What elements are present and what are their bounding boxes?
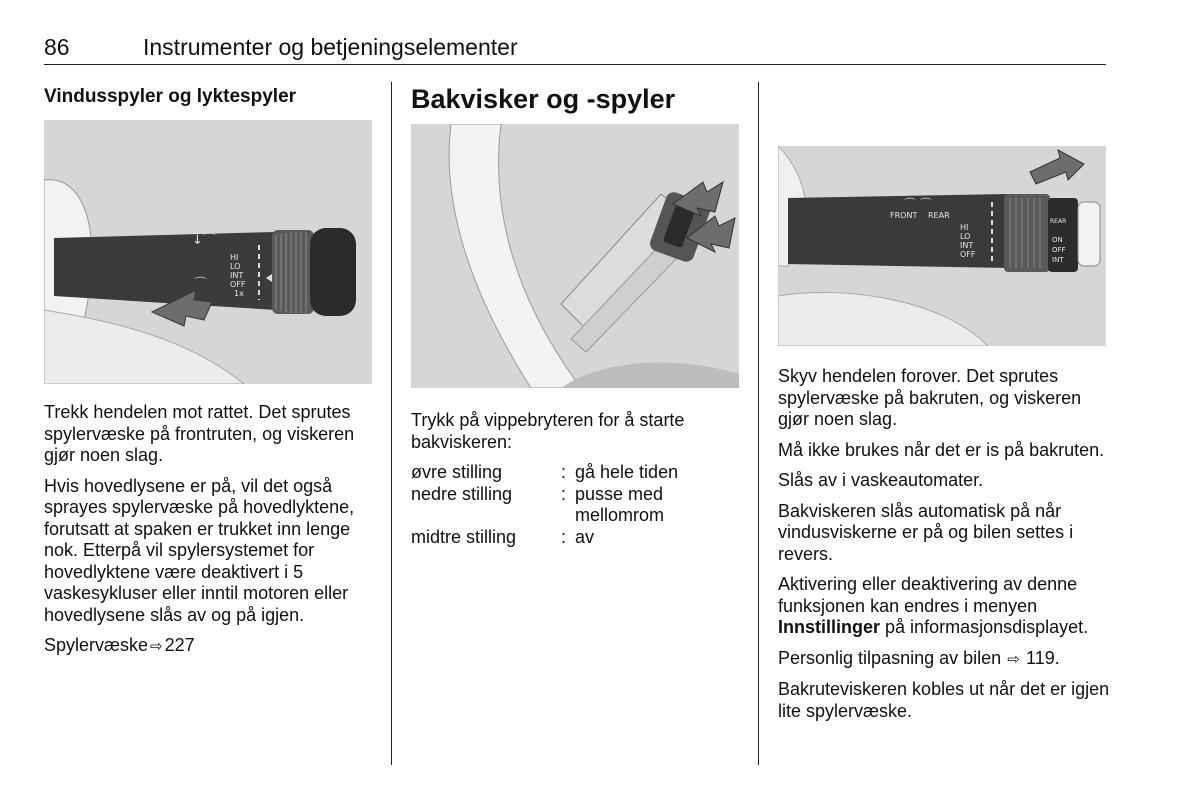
lever-label-1x: 1x [234, 289, 244, 298]
paragraph-settings [778, 574, 1110, 639]
lever-label-lo: LO [960, 232, 971, 241]
reference-page: 227 [164, 635, 195, 655]
paragraph: Bakruteviskeren kobles ut når det er igjen lite spylervæske. [778, 679, 1110, 721]
separator: : [561, 526, 567, 547]
paragraph: Hvis hovedlysene er på, vil det også sprayes spylervæske på hovedlyktene, forutsatt at spaken er trukket inn lenge nok. Etterpå vil spylersystemet for hovedlyktene være deaktivert i 5 vaskesykluser eller inntil motoren eller hovedlysene slås av og på igjen. [44, 475, 355, 625]
paragraph: Trekk hendelen mot rattet. Det sprutes spylervæske på frontruten, og viskeren gjør noen slag. [44, 402, 355, 465]
header-rule [44, 64, 1106, 65]
col3-text [778, 366, 1110, 731]
col2-intro: Trykk på vippebryteren for å starte bakviskeren: [411, 410, 685, 452]
figure-rear-washer-lever [778, 146, 1106, 346]
reference-page: 119. [1026, 647, 1060, 668]
lever-label-int: INT [960, 241, 974, 250]
lever-label-rear-ring: REAR [1050, 218, 1067, 225]
settings-text-pre: Aktivering eller deaktivering av denne funksjonen kan endres i menyen [778, 574, 1078, 616]
reference-label: Personlig tilpasning av bilen [778, 647, 1002, 668]
page-number: 86 [44, 34, 70, 60]
page-reference-arrow-icon: ⇨ [150, 638, 163, 655]
separator: : [561, 483, 567, 504]
lever-label-rear: REAR [928, 211, 950, 220]
paragraph: Slås av i vaskeautomater. [778, 470, 984, 490]
lever-label-off: OFF [230, 280, 246, 289]
table-row [411, 462, 730, 484]
svg-text:⌒: ⌒ [194, 277, 208, 292]
section-heading-washer: Vindusspyler og lyktespyler [44, 86, 297, 107]
table-row [411, 527, 730, 549]
lever-label-hi: HI [230, 253, 239, 262]
lever-label-int-ring: INT [1052, 256, 1064, 264]
lever-label-front: FRONT [890, 211, 918, 220]
reference-washer-fluid[interactable] [44, 635, 374, 658]
position-name: øvre stilling [411, 462, 503, 482]
svg-text:⌒ ⌒: ⌒ ⌒ [904, 197, 932, 211]
position-name: midtre stilling [411, 526, 517, 547]
paragraph: Bakviskeren slås automatisk på når vindusviskerne er på og bilen settes i revers. [778, 500, 1074, 564]
page-reference-arrow-icon: ⇨ [1003, 650, 1025, 668]
reference-label: Spylervæske [44, 635, 149, 655]
lever-label-int: INT [230, 271, 244, 280]
lever-label-on: ON [1052, 236, 1063, 244]
figure-windscreen-washer-lever [44, 120, 372, 384]
col1-text [44, 402, 374, 667]
svg-text:↓⌒: ↓⌒ [192, 233, 216, 248]
separator: : [561, 462, 567, 482]
section-title: Instrumenter og betjeningselementer [143, 34, 518, 60]
switch-positions-table [411, 462, 730, 548]
settings-text-post: på informasjonsdisplayet. [885, 617, 1089, 637]
section-heading-rear-wiper: Bakvisker og -spyler [411, 84, 676, 114]
table-row [411, 484, 730, 527]
settings-menu-name: Innstillinger [778, 617, 881, 637]
lever-label-lo: LO [230, 262, 241, 271]
lever-label-hi: HI [960, 223, 969, 232]
column-divider-right [758, 82, 759, 765]
position-description: pusse med mellomrom [575, 483, 665, 525]
lever-label-off-ring: OFF [1052, 246, 1066, 254]
reference-personalisation[interactable] [778, 648, 1110, 671]
paragraph: Skyv hendelen forover. Det sprutes spylervæske på bakruten, og viskeren gjør noen slag. [778, 366, 1082, 429]
position-description: gå hele tiden [575, 462, 679, 482]
paragraph: Må ikke brukes når det er is på bakruten. [778, 439, 1105, 460]
figure-rear-wiper-switch [411, 124, 739, 388]
position-name: nedre stilling [411, 483, 513, 504]
column-divider-left [391, 82, 392, 765]
lever-label-off: OFF [960, 250, 976, 259]
position-description: av [575, 526, 595, 547]
